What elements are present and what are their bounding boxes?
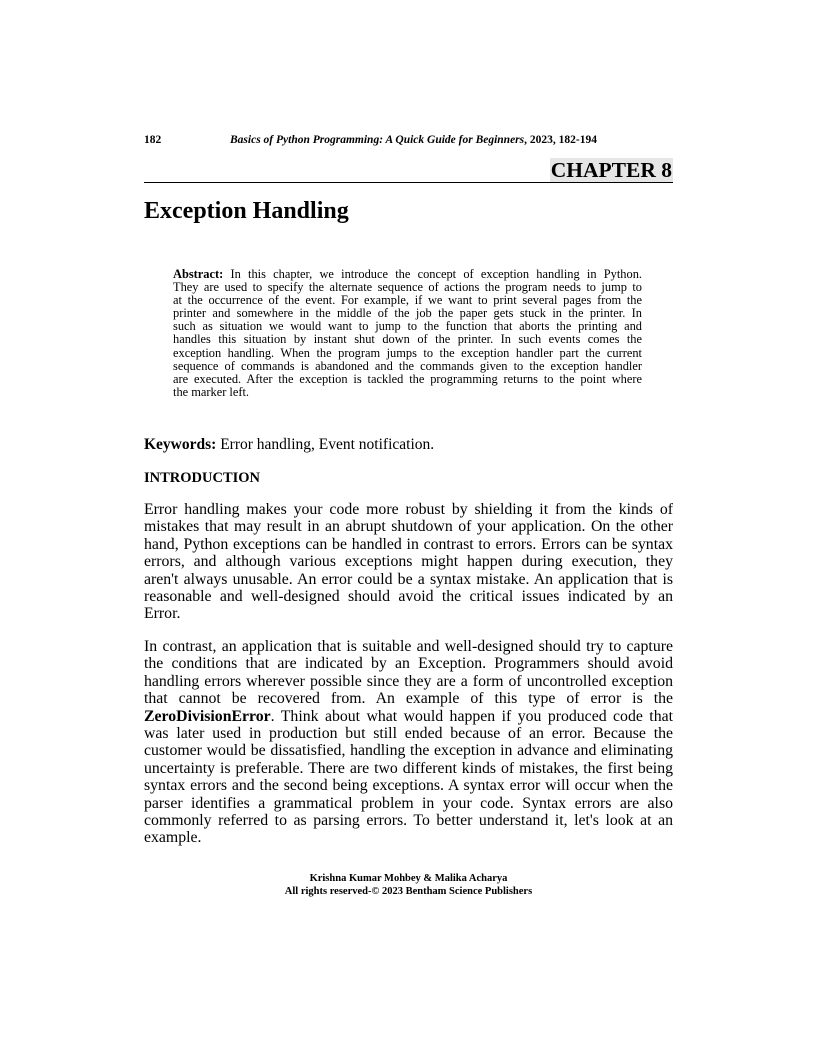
text-line: handling errors wherever possible since they are a form of uncontrolled exception: [144, 672, 673, 690]
abstract-line: sequence of commands is abandoned and the commands given to the exception handler: [173, 358, 642, 373]
text-line: errors, and although various exceptions might happen during execution, they: [144, 553, 673, 571]
page-footer: [144, 873, 673, 898]
text-line: [144, 708, 673, 725]
text-line: aren't always unusable. An error could be a syntax mistake. An application that is: [144, 570, 673, 588]
page-number: 182: [144, 134, 162, 146]
text-line: In contrast, an application that is suitable and well-designed should try to capture: [144, 638, 673, 655]
text-line: hand, Python exceptions can be handled in contrast to errors. Errors can be syntax: [144, 535, 673, 553]
section-heading: INTRODUCTION: [144, 470, 261, 486]
book-title: Basics of Python Programming: A Quick Guide for Beginners: [230, 134, 525, 146]
abstract-label: Abstract:: [173, 267, 224, 281]
text-line: commonly referred to as parsing errors. To better understand it, let's look at an: [144, 811, 673, 829]
paragraph-1: [144, 501, 673, 623]
text-line: mistakes that may result in an abrupt shutdown of your application. On the other: [144, 518, 673, 536]
footer-copyright: All rights reserved-© 2023 Bentham Science Publishers: [284, 885, 533, 897]
abstract-line: at the occurrence of the event. For example, if we want to print several pages from the: [173, 293, 642, 308]
text-segment: . Think about what would happen if you produced code that: [270, 707, 673, 725]
text-line: parser identifies a grammatical problem in your code. Syntax errors are also: [144, 794, 673, 812]
footer-authors: Krishna Kumar Mohbey & Malika Acharya: [309, 873, 508, 884]
paragraph-2: [144, 638, 673, 847]
book-meta: , 2023, 182-194: [524, 134, 597, 146]
abstract-line: such as situation we would want to jump to the function that aborts the printing and: [173, 319, 642, 334]
text-line: that cannot be recovered from. An example of this type of error is the: [144, 690, 673, 708]
text-line: the conditions that are indicated by an Exception. Programmers should avoid: [144, 655, 673, 673]
text-line: syntax errors and the second being exceptions. A syntax error will occur when the: [144, 777, 673, 795]
text-line: was later used in production but still ended because of an error. Because the: [144, 724, 673, 742]
keywords: [144, 436, 434, 454]
divider: [144, 182, 673, 183]
text-line: reasonable and well-designed should avoid the critical issues indicated by an: [144, 587, 673, 605]
abstract-line: are executed. After the exception is tackled the programming returns to the point where: [173, 371, 642, 386]
text-line: uncertainty is preferable. There are two different kinds of mistakes, the first being: [144, 759, 673, 777]
abstract-line: They are used to specify the alternate sequence of actions the program needs to jump to: [173, 280, 642, 295]
text-line: example.: [144, 829, 202, 847]
book-citation: [230, 133, 597, 147]
abstract-text: In this chapter, we introduce the concept of exception handling in Python.: [223, 267, 642, 281]
text-line: Error.: [144, 605, 181, 623]
abstract-line: printer and somewhere in the middle of the job the paper gets stuck in the printer. In: [173, 306, 642, 321]
keywords-text: Error handling, Event notification.: [216, 436, 435, 453]
abstract-line: handles this situation by instant shut down of the printer. In such events comes the: [173, 332, 642, 347]
abstract-line: the marker left.: [173, 384, 250, 399]
text-line: customer would be dissatisfied, handling the exception in advance and eliminating: [144, 742, 673, 760]
keywords-label: Keywords:: [144, 436, 217, 453]
abstract: [173, 268, 642, 399]
text-line: Error handling makes your code more robust by shielding it from the kinds of: [144, 501, 673, 518]
abstract-line: exception handling. When the program jumps to the exception handler part the current: [173, 345, 642, 360]
chapter-title: Exception Handling: [144, 198, 349, 224]
bold-term: ZeroDivisionError: [144, 707, 271, 725]
chapter-label: CHAPTER 8: [550, 158, 672, 182]
